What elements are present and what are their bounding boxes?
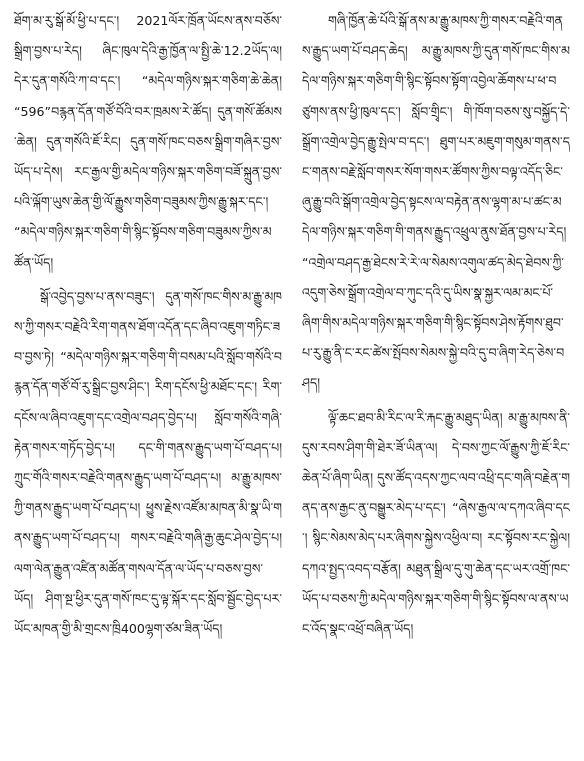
paragraph: ལྟོ་ཆང་ཐབ་མི་རིང་ལ་རི་རྐང་རྒྱུ་མཐུད་ཡིན། མ་རྒྱུ་མཁས་ནི་དུས་རབས་ཤིག་གི་ཐེར་ཟོ་ཡིན་ལ། དེ་བས་ཀྱང་ལོ་རྒྱུས་ཀྱི་ཇོ་རིང་ཆེན་པོ་ཞིག་ཡིན། དུས་ཚོད་འདས་ཀྱང་ལབ་འཕྲི་དང་གཞི་བརྗེན་གནད་ནས་རྒྱང་ནུ་བསྒྱུར་མེད་པ་དང་། “ཞེས་རྒྱལ་ལ་དཀའ་ཞིབ་དང་། སྙིང་སེམས་མེད་པར་ཞིགས་སྐྱེས་འཕྱིལ་བ། རང་སྟོབས་རང་སྐྱེལ། དཀའ་སྤྱད་འབད་བརྩོན། མཐུན་སྒྲིལ་དུ་གུ་ཆེན་དང་ཡར་འགྲོ་ཁང་ཡོད་པ་བཅས་ཀྱི་མདེལ་གཉིས་སྐར་གཅིག་གི་སྙིང་སྟོབས་ལ་ནས་ཡང་འོད་སྣང་འཕྲོ་བཞིན་ཡོད། [302, 409, 570, 637]
right-column [302, 6, 570, 753]
paragraph: གཞི་ཁྱོན་ཆེ་པོའི་སྒོ་ནས་མ་རྒྱུ་མཁས་ཀྱི་གསར་བརྗེའི་གནས་རྒྱུད་ཡག་པོ་བཤད་ཆེད། མ་རྒྱུ་མཁས་ཀྱི་དུན་གསོ་ཁང་གིས་མདེལ་གཉིས་སྐར་གཅིག་གི་སྙིང་སྟོབས་སྟོག་འབྱེལ་ཆོགས་པ་ཕ་བཙུགས་ནས་ཕྱི་ཁུལ་དང་། སློབ་གྲྭིང་། གི་ཁོག་བཅས་སུ་བསྐྱོད་དེ་སྒྲོག་འགྲེལ་བྱེད་རྒྱུ་སྤེལ་བ་དང་། ཐུག་པར་མཇུག་གསུམ་གནས་དང་གནས་བརྗེ་སློབ་གསར་སོག་གསར་ཚོགས་ཀྱིས་བལྟ་འདོད་ཅིང་ཞུ་རྒྱུ་བའི་སྒོག་འགྲེལ་བྱེད་སྟངས་ལ་བརྟེན་ནས་ལྷག་མ་པ་ཚང་མདེལ་གཉིས་སྐར་གཅིག་གི་གནས་རྒྱུད་འཕྲུལ་ནུས་ཐོན་བྱས་པ་རེད། “འགྲེལ་བཤད་རྒྱ་ཐེངས་རེ་རེ་ལ་སེམས་འགུལ་ཚད་མེད་ཐེབས་ཀྱི་འདུག་ཅེས་སྒྲོག་འགྲེལ་བ་ཀུང་དའི་དུ་ཡིས་སྣ་སྐྱར་ལམ་མང་པོ་ཞིག་གིས་མདེལ་གཉིས་སྐར་གཅིག་གི་སྙིང་སྟོབས་ཤེས་རྟོགས་ཐུབ་པ་རུ་རྒྱུ་ནི་ང་རང་ཚེས་སྤོབས་སེམས་སྐྱེ་བའི་དུ་བ་ཞིག་རེད་ཅེས་བཤད། [302, 13, 570, 391]
left-column [14, 6, 282, 753]
paragraph: ཐོག་མ་རུ་སྒོ་མོ་ཕྱི་པ་དང་། 2021ལོར་ཁྲོན་ཡོངས་ནས་བཅོས་སྒྲིག་བྱས་པ་རེད། ཞིང་ཁུལ་དེའི་རྒྱ་ཁྱོན་ལ་སྤྱི་ཆེ་12.2ཡོད་ལ། དེར་དུན་གསོའི་ཀ་བ་དང་། “མདེལ་གཉིས་སྐར་གཅིག་ཆེ་ཆེན། “596”བརྙན་དོན་གཙོ་བོའི་བར་ཁྲམས་རེ་ཚོད། དུན་གསོ་ཚོམས་ཆེན། དུན་གསོའི་ཇོ་རིང། དུན་གསོ་ཁང་བཅས་སྒྲིག་གཞིར་བྱས་ཡོད་པ་དེས། རང་རྒྱལ་གྱི་མདེལ་གཉིས་སྐར་གཅིག་བཟོ་སྐྲུན་བྱས་པའི་ལྐོག་ཡུས་ཆེན་གྱི་ལོ་རྒྱུས་གཅིག་བཟུམས་ཀྱིས་རྒྱུ་སྐར་དང་། “མདེལ་གཉིས་སྐར་གཅིག་གི་སྙིང་སྟོབས་གཅིག་བཟུམས་ཀྱིས་མཚོན་ཡོད། [14, 13, 282, 270]
paragraph: སྒོ་འབྱེད་བྱས་པ་ནས་བཟུང་། དུན་གསོ་ཁང་གིས་མ་རྒྱུ་མཁས་ཀྱི་གསར་བརྗེའི་རིག་གནས་ཐོག་འདོན་དང་ཞིབ་འཇུག་གཏིང་ཟབ་བྱས་ཏེ། “མདེལ་གཉིས་སྐར་གཅིག་གི་བསམ་པའི་སློབ་གསོའི་བརྙན་དོན་གཙོ་བོ་རུ་སྒྲིང་བྱས་ཤིང་། རིག་དངོས་ཕྱི་མཐོང་དང་། རིག་དངོས་ལ་ཞིབ་འཇུག་དང་འགྲེལ་བཤད་བྱེད་པ། སློབ་གསོའི་གཞི་རྟེན་གསར་གཏོད་བྱེད་པ། དང་གི་གནས་རྒྱུད་ཡག་པོ་བཤད་པ། ཀྲུང་གོའི་གསར་བརྗེའི་གནས་རྒྱུད་ཡག་པོ་བཤད་པ། མ་རྒྱུ་མཁས་ཀྱི་གནས་རྒྱུད་ཡག་པོ་བཤད་པ། ཕྱུས་རྗེས་འཛོམ་མཁན་མི་སྣ་ཡི་གནས་རྒྱུད་ཡག་པོ་བཤད་པ། གསར་བརྗེའི་གཞི་རྒྱ་ཆུང་ཤེལ་བྱེད་པ། ལག་ལེན་རྒྱུན་འཛིན་མཚོན་གསལ་དོན་ལ་ཡོད་པ་བཅས་བྱས་ཡོད། ཤིག་སྔ་ཕྱིར་དུན་གསོ་ཁང་དུ་ལྟ་སྐོར་དང་སློབ་སྦྱོང་བྱེད་པར་ཡོང་མཁན་གྱི་མི་གྲངས་ཁྲི400ལྷག་ཙམ་ཟིན་ཡོད། [14, 288, 282, 637]
